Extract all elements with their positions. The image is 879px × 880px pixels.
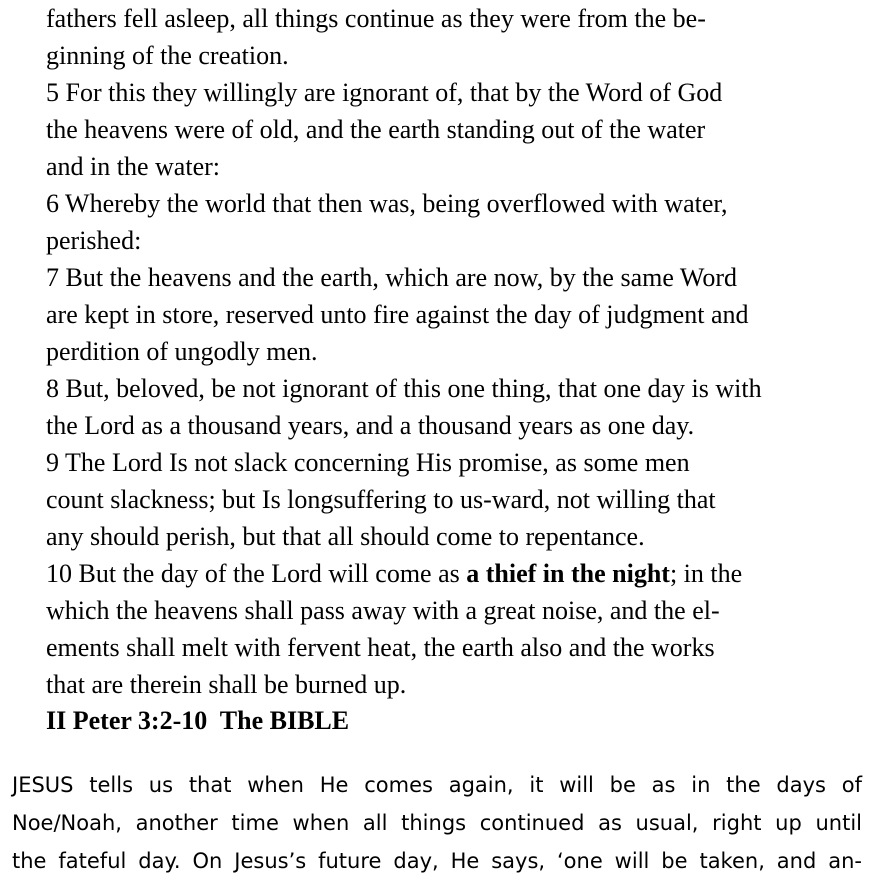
scripture-line: 5 For this they willingly are ignorant of, that by the Word of God	[46, 78, 723, 107]
verse-10-emphasis: a thief in the night	[466, 559, 670, 588]
commentary-paragraph	[12, 766, 862, 880]
scripture-citation: II Peter 3:2-10 The BIBLE	[46, 706, 350, 735]
verse-10-line	[46, 555, 846, 592]
scripture-line: perished:	[46, 226, 142, 255]
scripture-line: any should perish, but that all should come to repentance.	[46, 522, 645, 551]
verse-10-text-end: ; in the	[669, 559, 743, 588]
scripture-line: perdition of ungodly men.	[46, 337, 318, 366]
verse-10-text: 10 But the day of the Lord will come as	[46, 559, 467, 588]
scripture-line: and in the water:	[46, 152, 220, 181]
scripture-line: count slackness; but Is longsuffering to us-ward, not willing that	[46, 485, 716, 514]
scripture-line: are kept in store, reserved unto fire against the day of judgment and	[46, 300, 749, 329]
scripture-line: which the heavens shall pass away with a great noise, and the el-	[46, 596, 720, 625]
commentary-line: Noe/Noah, another time when all things continued as usual, right up until	[12, 811, 862, 835]
scripture-line: 8 But, beloved, be not ignorant of this one thing, that one day is with	[46, 374, 762, 403]
scripture-line: the Lord as a thousand years, and a thousand years as one day.	[46, 411, 695, 440]
scripture-passage	[46, 0, 846, 703]
commentary-line: JESUS tells us that when He comes again, it will be as in the days of	[12, 773, 862, 797]
scripture-line: ginning of the creation.	[46, 41, 289, 70]
scripture-line: 7 But the heavens and the earth, which are now, by the same Word	[46, 263, 738, 292]
scripture-line: the heavens were of old, and the earth standing out of the water	[46, 115, 706, 144]
scripture-line: 6 Whereby the world that then was, being overflowed with water,	[46, 189, 728, 218]
scripture-line: 9 The Lord Is not slack concerning His promise, as some men	[46, 448, 690, 477]
commentary-line: the fateful day. On Jesus’s future day, He says, ‘one will be taken, and an-	[12, 849, 862, 873]
scripture-line: ements shall melt with fervent heat, the earth also and the works	[46, 633, 715, 662]
scripture-line: fathers fell asleep, all things continue as they were from the be-	[46, 4, 706, 33]
scripture-line: that are therein shall be burned up.	[46, 670, 407, 699]
